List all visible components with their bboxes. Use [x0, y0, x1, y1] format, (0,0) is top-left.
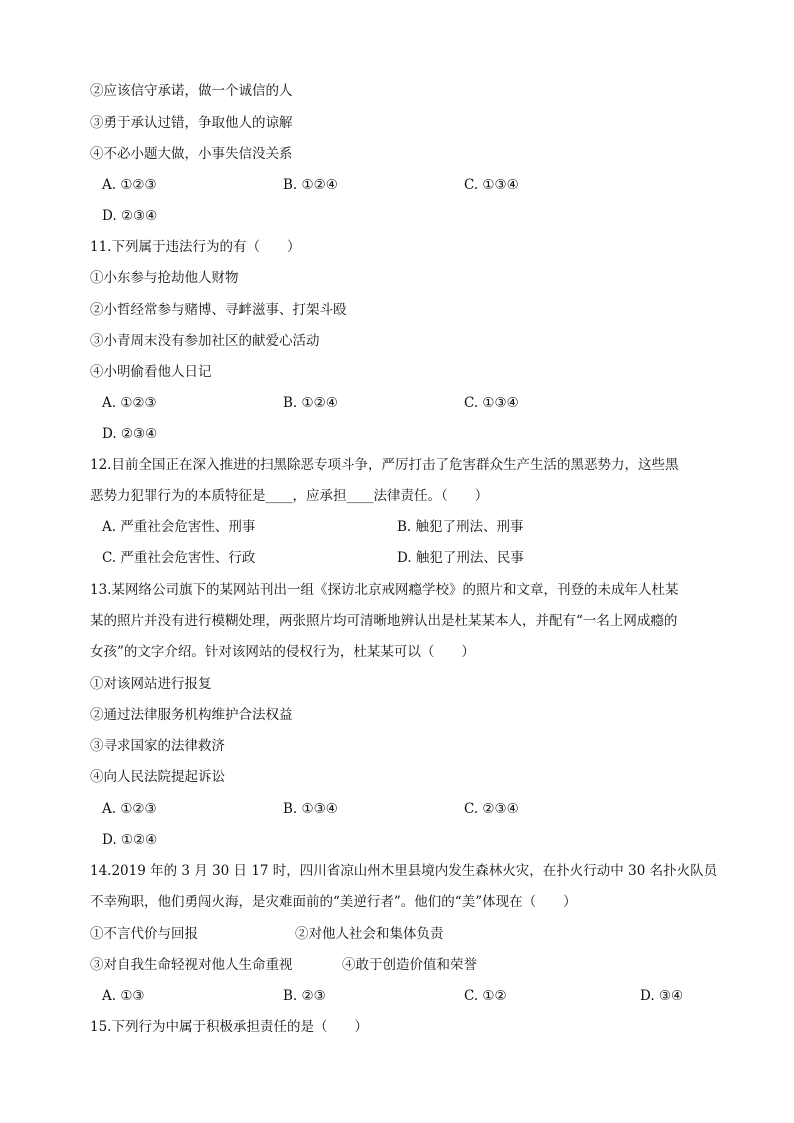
q13-item-2: ②通过法律服务机构维护合法权益 [90, 707, 293, 723]
q12-stem-line-1: 12.目前全国正在深入推进的扫黑除恶专项斗争，严厉打击了危害群众生产生活的黑恶势力，这些黑 [90, 457, 679, 473]
q14-option-c[interactable]: C. ①② [464, 988, 507, 1004]
q10-item-2: ②应该信守承诺，做一个诚信的人 [90, 83, 293, 99]
q10-option-a[interactable]: A. ①②③ [102, 177, 157, 193]
q14-option-b[interactable]: B. ②③ [283, 988, 326, 1004]
q13-stem-line-3: 女孩”的文字介绍。针对该网站的侵权行为，杜某某可以（ ） [90, 644, 475, 660]
q12-option-a[interactable]: A. 严重社会危害性、刑事 [102, 519, 256, 535]
q13-stem-line-1: 13.某网络公司旗下的某网站刊出一组《探访北京戒网瘾学校》的照片和文章，刊登的未成年人杜某 [90, 582, 679, 598]
q12-option-c[interactable]: C. 严重社会危害性、行政 [102, 550, 256, 566]
q14-item-1: ①不言代价与回报 [90, 926, 198, 942]
q14-item-2: ②对他人社会和集体负责 [295, 926, 444, 942]
q12-option-d[interactable]: D. 触犯了刑法、民事 [397, 550, 524, 566]
q11-option-b[interactable]: B. ①②④ [283, 395, 338, 411]
q11-option-d[interactable]: D. ②③④ [102, 426, 158, 442]
q13-option-a[interactable]: A. ①②③ [102, 801, 157, 817]
q11-option-c[interactable]: C. ①③④ [464, 395, 519, 411]
q11-item-1: ①小东参与抢劫他人财物 [90, 270, 239, 286]
q10-option-d[interactable]: D. ②③④ [102, 208, 158, 224]
q11-stem: 11.下列属于违法行为的有（ ） [90, 239, 301, 255]
q14-option-d[interactable]: D. ③④ [640, 988, 684, 1004]
q12-option-b[interactable]: B. 触犯了刑法、刑事 [397, 519, 524, 535]
q10-option-c[interactable]: C. ①③④ [464, 177, 519, 193]
q13-stem-line-2: 某的照片并没有进行模糊处理，两张照片均可清晰地辨认出是杜某某本人，并配有“一名上网成瘾的 [90, 613, 678, 629]
q13-option-c[interactable]: C. ②③④ [464, 801, 519, 817]
q13-item-4: ④向人民法院提起诉讼 [90, 769, 225, 785]
q14-option-a[interactable]: A. ①③ [102, 988, 145, 1004]
q13-option-d[interactable]: D. ①②④ [102, 832, 158, 848]
q10-option-b[interactable]: B. ①②④ [283, 177, 338, 193]
q10-item-4: ④不必小题大做，小事失信没关系 [90, 146, 293, 162]
q15-stem: 15.下列行为中属于积极承担责任的是（ ） [90, 1019, 368, 1035]
q13-item-1: ①对该网站进行报复 [90, 676, 212, 692]
q11-item-3: ③小青周末没有参加社区的献爱心活动 [90, 333, 320, 349]
q13-option-b[interactable]: B. ①③④ [283, 801, 338, 817]
q14-item-3: ③对自我生命轻视对他人生命重视 [90, 957, 293, 973]
q12-stem-line-2: 恶势力犯罪行为的本质特征是____，应承担____法律责任。（ ） [90, 488, 489, 504]
q11-item-2: ②小哲经常参与赌博、寻衅滋事、打架斗殴 [90, 302, 347, 318]
q11-item-4: ④小明偷看他人日记 [90, 364, 212, 380]
q14-stem-line-2: 不幸殉职，他们勇闯火海，是灾难面前的“美逆行者”。他们的“美”体现在（ ） [90, 894, 577, 910]
q14-stem-line-1: 14.2019 年的 3 月 30 日 17 时，四川省凉山州木里县境内发生森林火灾，在扑火行动中 30 名扑火队员 [90, 863, 718, 879]
q10-item-3: ③勇于承认过错，争取他人的谅解 [90, 115, 293, 131]
q14-item-4: ④敢于创造价值和荣誉 [342, 957, 477, 973]
q11-option-a[interactable]: A. ①②③ [102, 395, 157, 411]
q13-item-3: ③寻求国家的法律救济 [90, 738, 225, 754]
